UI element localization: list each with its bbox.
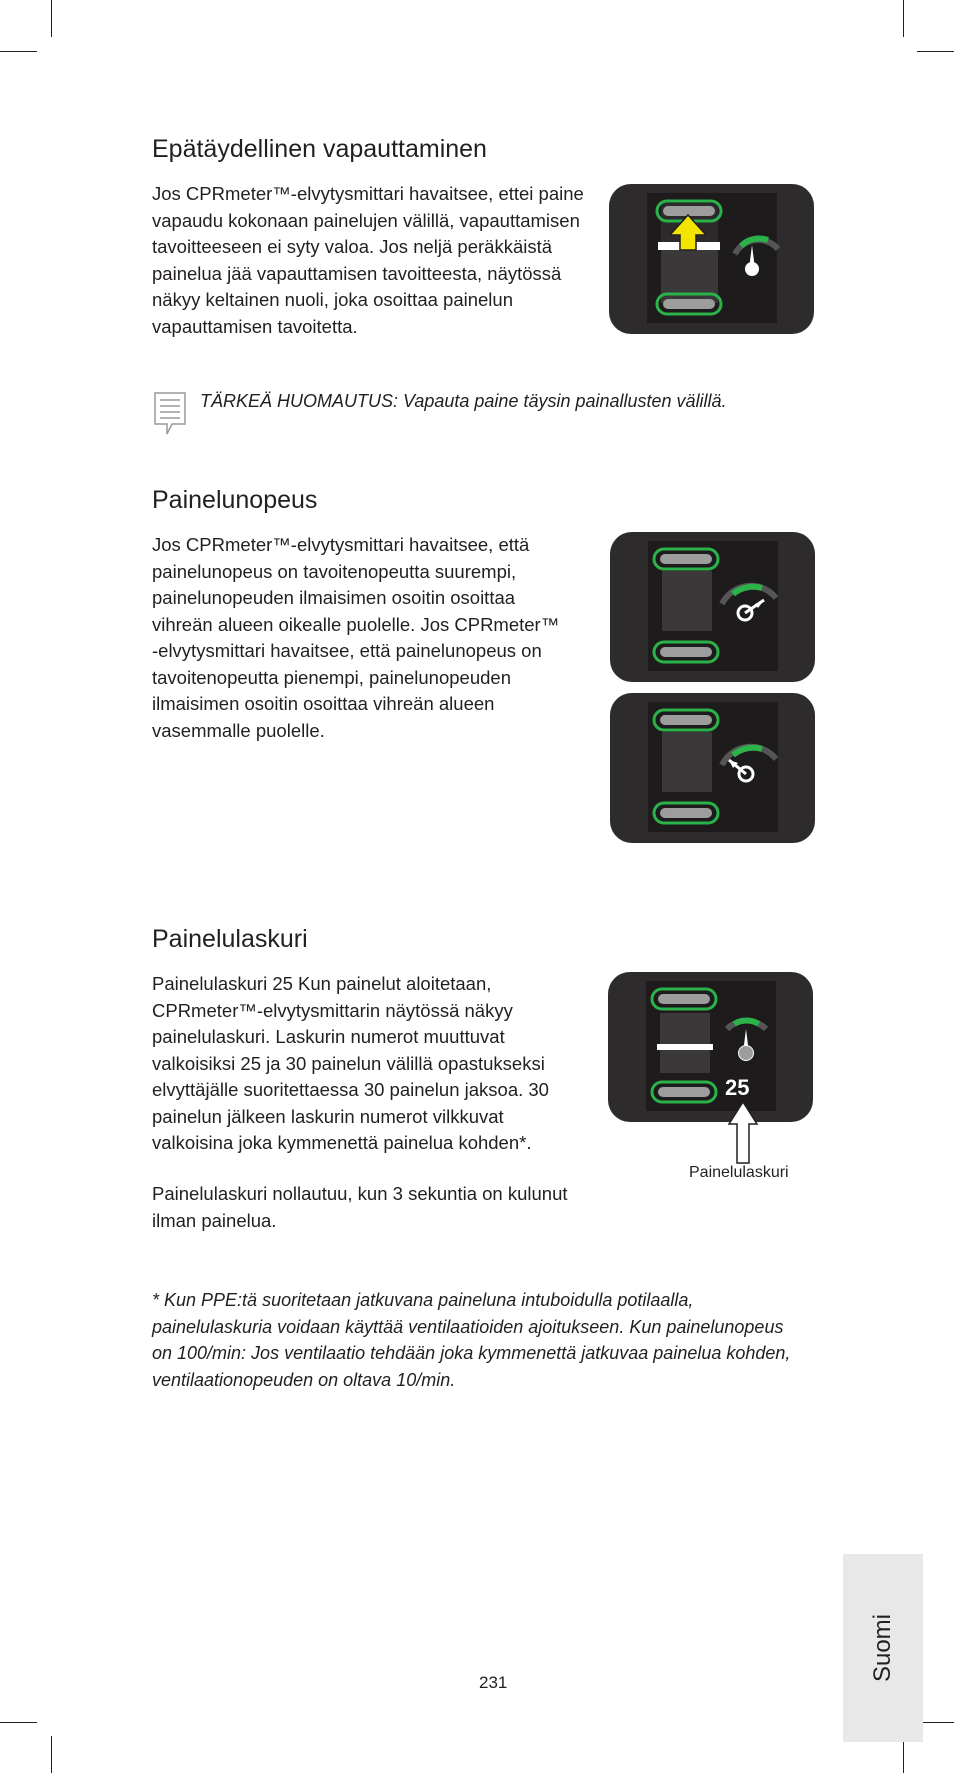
page-number: 231 (479, 1673, 508, 1692)
crop-mark (51, 0, 52, 37)
cprmeter-display-rate-slow (609, 692, 817, 844)
crop-mark (917, 51, 954, 52)
cprmeter-display-rate-fast (609, 531, 817, 683)
language-tab (843, 1554, 923, 1742)
release-text: Jos CPRmeter™-elvytysmittari havaitsee, ettei paine vapaudu kokonaan painelujen välillä, vapauttamisen tavoitteeseen ei syty valoa. Jos neljä peräkkäistä painelua jää vapauttamisen tavoitteesta, näytössä näkyy keltainen nuoli, joka osoittaa painelun vapauttamisen tavoitetta. (152, 183, 584, 337)
crop-mark (0, 1722, 37, 1723)
section-heading-counter: Painelulaskuri (152, 925, 308, 953)
crop-mark (0, 51, 37, 52)
crop-mark (903, 0, 904, 37)
cprmeter-display-counter (607, 971, 815, 1123)
section-heading-rate: Painelunopeus (152, 486, 318, 514)
cprmeter-display-release (608, 183, 816, 335)
pointer-arrow-icon (727, 1100, 759, 1170)
counter-caption: Painelulaskuri (689, 1164, 789, 1181)
language-tab-label: Suomi (869, 1613, 896, 1683)
section-heading-release: Epätäydellinen vapauttaminen (152, 135, 487, 163)
note-icon (152, 391, 188, 442)
important-note: TÄRKEÄ HUOMAUTUS: Vapauta paine täysin painallusten välillä. (200, 391, 727, 411)
footnote: * Kun PPE:tä suoritetaan jatkuvana paineluna intuboidulla potilaalla, painelulaskuria voidaan käyttää ventilaatioiden ajoitukseen. Kun painelunopeus on 100/min: Jos ventilaatio tehdään joka kymmenettä jatkuvaa painelua kohden, ventilaationopeuden on oltava 10/min. (152, 1290, 791, 1390)
crop-mark (51, 1736, 52, 1773)
counter-number: 25 (725, 1075, 750, 1100)
counter-reset-text: Painelulaskuri nollautuu, kun 3 sekuntia on kulunut ilman painelua. (152, 1183, 568, 1231)
counter-text: Painelulaskuri 25 Kun painelut aloitetaan, CPRmeter™-elvytysmittarin näytössä näkyy painelulaskuri. Laskurin numerot muuttuvat valkoisiksi 25 ja 30 painelun välillä opastukseksi elvyttäjälle suoritettaessa 30 painelun jaksoa. 30 painelun jälkeen laskurin numerot vilkkuvat valkoisina joka kymmenettä painelua kohden*. (152, 973, 549, 1153)
rate-text: Jos CPRmeter™-elvytysmittari havaitsee, että painelunopeus on tavoitenopeutta suurempi, painelunopeuden ilmaisimen osoitin osoittaa vihreän alueen oikealle puolelle. Jos CPRmeter™ -elvytysmittari havaitsee, että painelunopeus on tavoitenopeutta pienempi, painelunopeuden ilmaisimen osoitin osoittaa vihreän alueen vasemmalle puolelle. (152, 534, 560, 741)
